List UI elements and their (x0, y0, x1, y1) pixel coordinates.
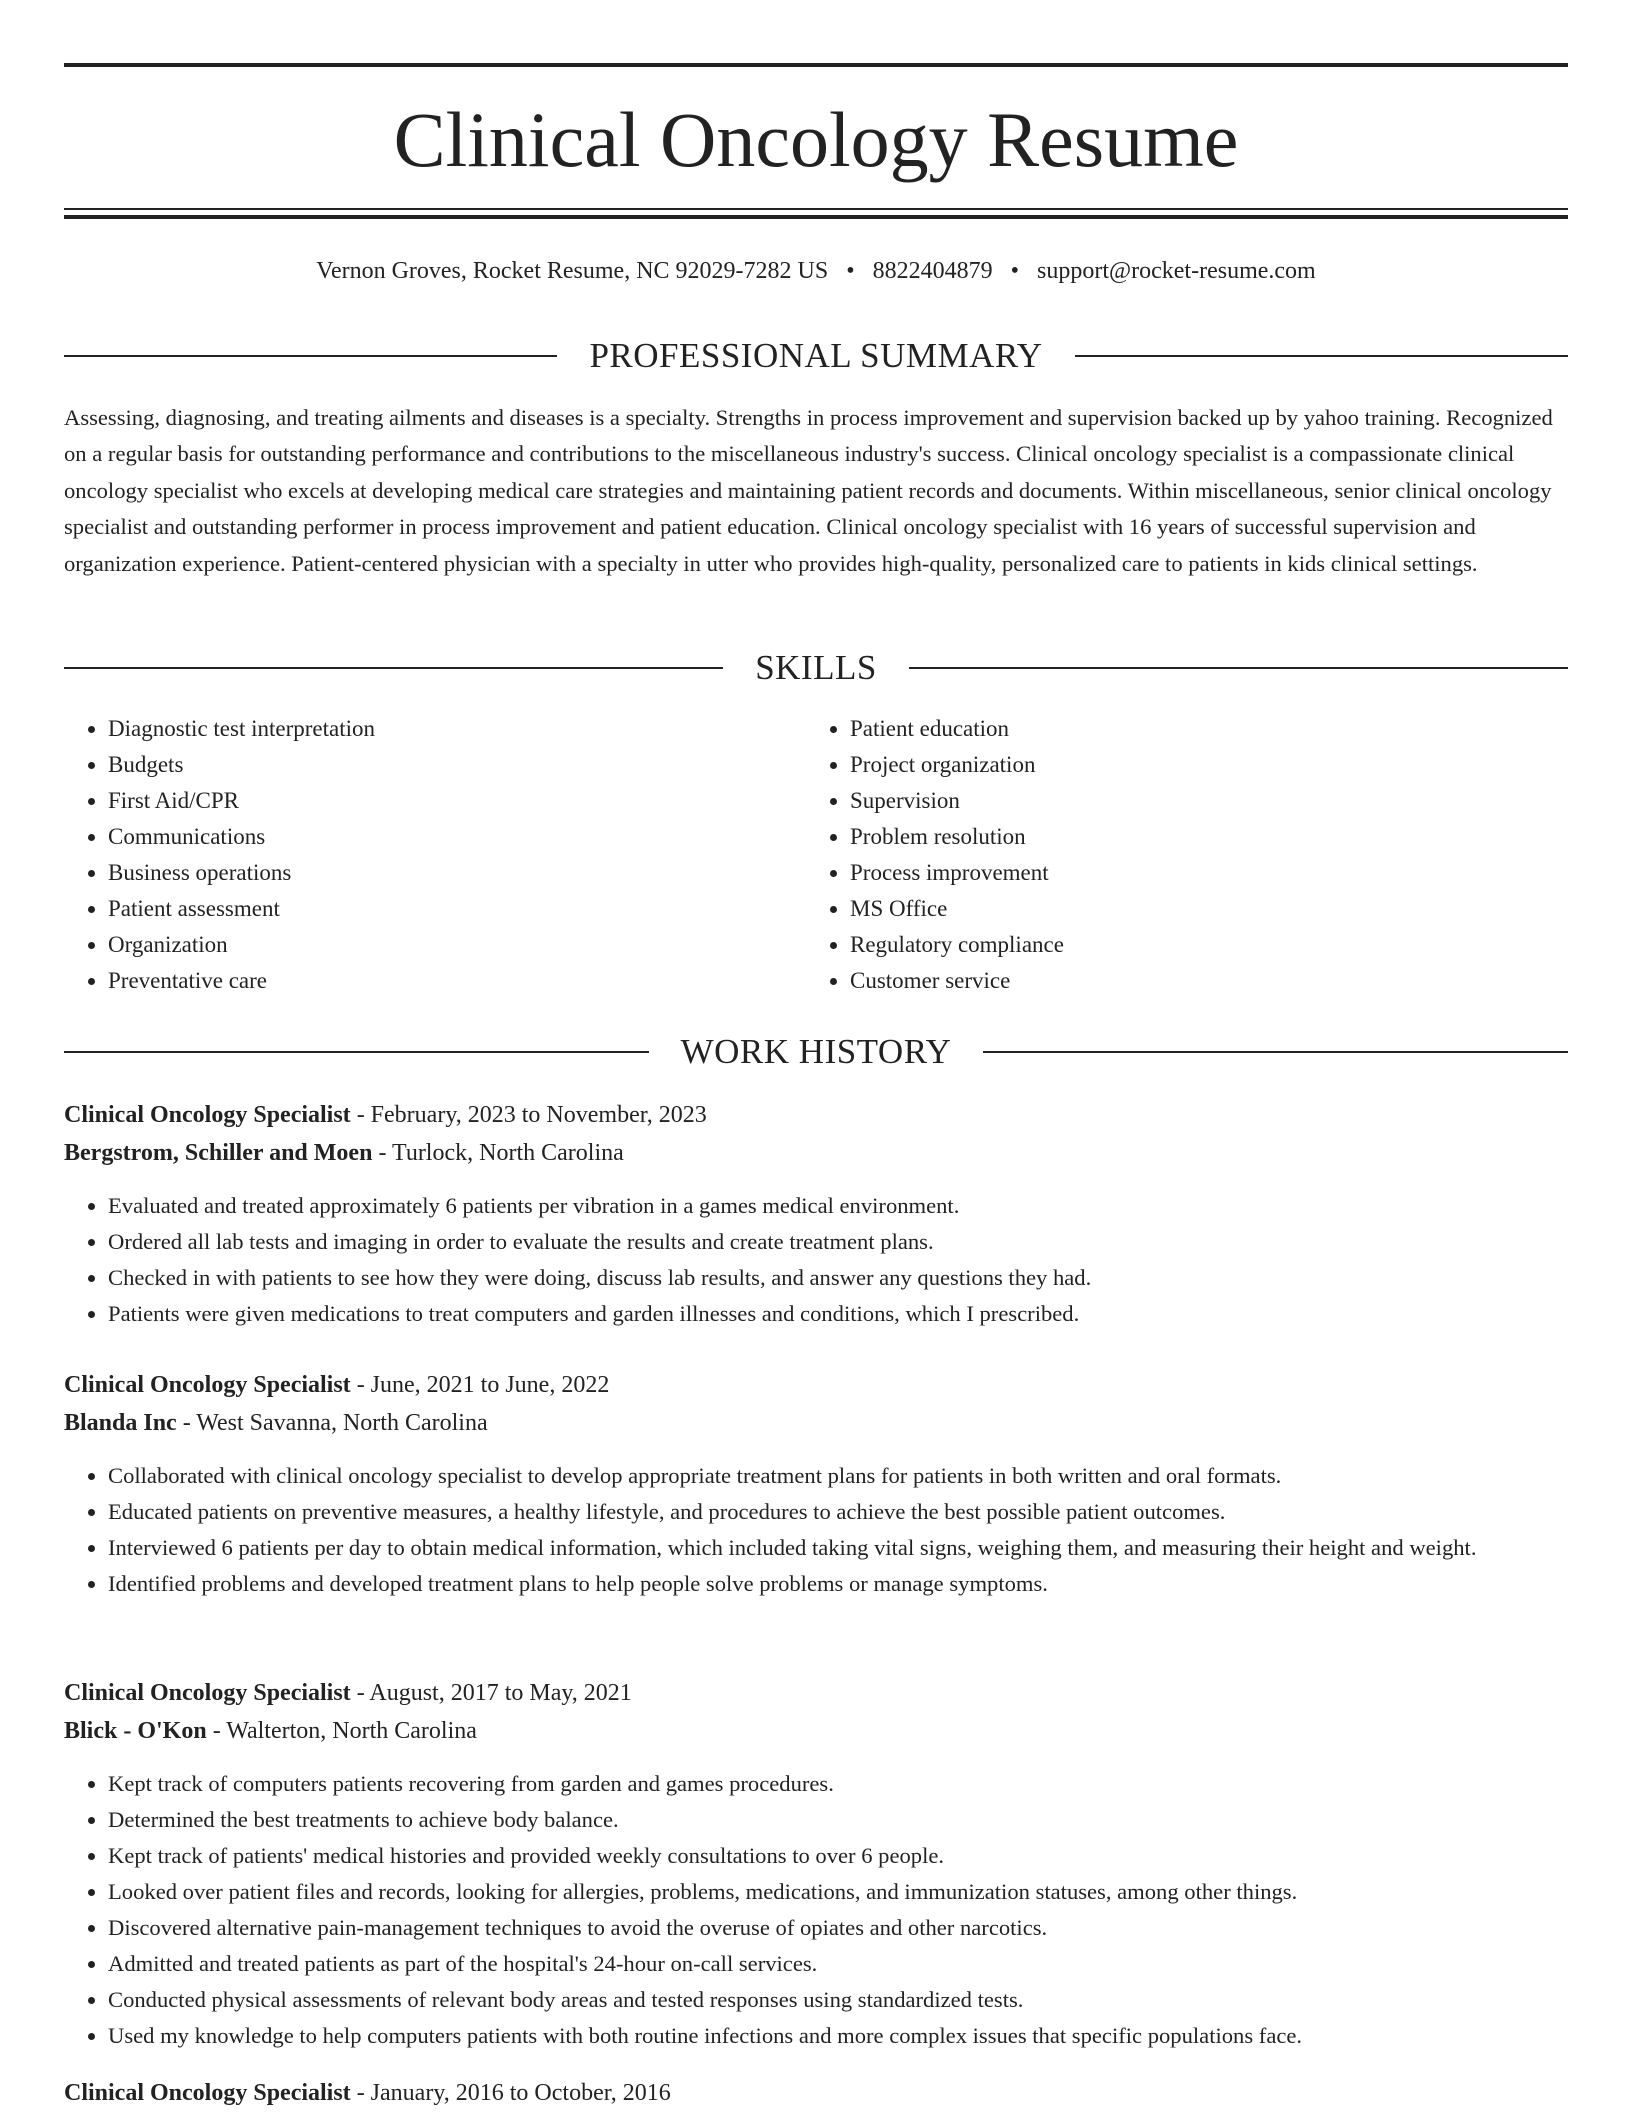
contact-separator: • (846, 258, 855, 284)
job-bullets (64, 1766, 1568, 2054)
job-role: Clinical Oncology Specialist (64, 1102, 351, 1128)
job-entry (64, 1366, 1568, 1602)
skill-item: • Patient assessment (108, 891, 806, 927)
job-bullet: • Kept track of computers patients recovering from garden and games procedures. (108, 1766, 1568, 1802)
section-title-work: WORK HISTORY (680, 1032, 952, 1071)
job-company: Bergstrom, Schiller and Moen (64, 1140, 373, 1166)
section-header-summary (64, 336, 1568, 376)
job-bullet: • Ordered all lab tests and imaging in order to evaluate the results and create treatment plans. (108, 1224, 1568, 1260)
resume-title: Clinical Oncology Resume (393, 96, 1239, 183)
job-bullet: • Patients were given medications to treat computers and garden illnesses and conditions, which I prescribed. (108, 1296, 1568, 1332)
section-divider (1075, 355, 1568, 357)
job-bullets (64, 1188, 1568, 1332)
job-entry (64, 2074, 1568, 2112)
skill-item: • Customer service (850, 963, 1548, 999)
title-rule-bottom-thin (64, 208, 1568, 210)
section-divider (64, 667, 723, 669)
job-entry (64, 1096, 1568, 1332)
section-divider (64, 355, 557, 357)
job-company-line (64, 1712, 1568, 1750)
job-bullet: • Discovered alternative pain-management techniques to avoid the overuse of opiates and other narcotics. (108, 1910, 1568, 1946)
job-title-line (64, 1096, 1568, 1134)
section-header-skills (64, 648, 1568, 688)
section-divider (909, 667, 1568, 669)
job-bullet: • Identified problems and developed treatment plans to help people solve problems or manage symptoms. (108, 1566, 1568, 1602)
skills-column-right (806, 711, 1548, 999)
title-rule-bottom-thick (64, 215, 1568, 219)
contact-email: support@rocket-resume.com (1037, 258, 1316, 284)
job-dates: - January, 2016 to October, 2016 (350, 2080, 671, 2106)
contact-address: Vernon Groves, Rocket Resume, NC 92029-7282 US (316, 258, 829, 284)
skill-item: • Diagnostic test interpretation (108, 711, 806, 747)
job-bullet: • Interviewed 6 patients per day to obtain medical information, which included taking vital signs, weighing them, and measuring their height and weight. (108, 1530, 1568, 1566)
job-bullet: • Determined the best treatments to achieve body balance. (108, 1802, 1568, 1838)
skills-column-left (64, 711, 806, 999)
skill-item: • Patient education (850, 711, 1548, 747)
contact-separator: • (1010, 258, 1020, 284)
section-title-summary: PROFESSIONAL SUMMARY (589, 336, 1043, 375)
job-dates: - June, 2021 to June, 2022 (350, 1372, 610, 1398)
skill-item: • Supervision (850, 783, 1548, 819)
skill-item: • Business operations (108, 855, 806, 891)
title-rule-top (64, 63, 1568, 67)
professional-summary: Assessing, diagnosing, and treating ailments and diseases is a specialty. Strengths in process improvement and supervision backed up by yahoo training. Recognized on a regular basis for outstanding performance and contributions to the miscellaneous industry's success. Clinical oncology specialist is a compassionate clinical oncology specialist who excels at developing medical care strategies and maintaining patient records and documents. Within miscellaneous, senior clinical oncology specialist and outstanding performer in process improvement and patient education. Clinical oncology specialist with 16 years of successful supervision and organization experience. Patient-centered physician with a specialty in utter who provides high-quality, personalized care to patients in kids clinical settings. (64, 405, 1553, 576)
skill-item: • Project organization (850, 747, 1548, 783)
section-title-skills: SKILLS (755, 648, 877, 687)
job-location: - Walterton, North Carolina (206, 1718, 477, 1744)
job-role: Clinical Oncology Specialist (64, 1372, 351, 1398)
job-bullets (64, 1458, 1568, 1602)
job-role: Clinical Oncology Specialist (64, 2080, 351, 2106)
job-role: Clinical Oncology Specialist (64, 1680, 351, 1706)
skill-item: • Preventative care (108, 963, 806, 999)
job-bullet: • Admitted and treated patients as part of the hospital's 24-hour on-call services. (108, 1946, 1568, 1982)
job-location: - Turlock, North Carolina (372, 1140, 624, 1166)
skill-item: • Budgets (108, 747, 806, 783)
job-company: Blanda Inc (64, 1410, 177, 1436)
job-dates: - August, 2017 to May, 2021 (350, 1680, 632, 1706)
skill-item: • First Aid/CPR (108, 783, 806, 819)
skill-item: • Organization (108, 927, 806, 963)
job-location: - West Savanna, North Carolina (176, 1410, 488, 1436)
job-bullet: • Checked in with patients to see how they were doing, discuss lab results, and answer any questions they had. (108, 1260, 1568, 1296)
contact-phone: 8822404879 (872, 258, 993, 284)
skill-item: • MS Office (850, 891, 1548, 927)
section-divider (983, 1051, 1568, 1053)
job-bullet: • Evaluated and treated approximately 6 patients per vibration in a games medical environment. (108, 1188, 1568, 1224)
skill-item: • Problem resolution (850, 819, 1548, 855)
job-company: Blick - O'Kon (64, 1718, 207, 1744)
job-dates: - February, 2023 to November, 2023 (350, 1102, 707, 1128)
job-company-line (64, 1134, 1568, 1172)
job-bullet: • Looked over patient files and records, looking for allergies, problems, medications, and immunization statuses, among other things. (108, 1874, 1568, 1910)
skill-item: • Regulatory compliance (850, 927, 1548, 963)
section-divider (64, 1051, 649, 1053)
skill-item: • Process improvement (850, 855, 1548, 891)
section-header-work (64, 1032, 1568, 1072)
job-entry (64, 1674, 1568, 2054)
job-title-line (64, 1674, 1568, 1712)
job-bullet: • Collaborated with clinical oncology specialist to develop appropriate treatment plans for patients in both written and oral formats. (108, 1458, 1568, 1494)
job-bullet: • Kept track of patients' medical histories and provided weekly consultations to over 6 people. (108, 1838, 1568, 1874)
job-bullet: • Educated patients on preventive measures, a healthy lifestyle, and procedures to achieve the best possible patient outcomes. (108, 1494, 1568, 1530)
job-title-line (64, 2074, 1568, 2112)
skill-item: • Communications (108, 819, 806, 855)
job-bullet: • Conducted physical assessments of relevant body areas and tested responses using standardized tests. (108, 1982, 1568, 2018)
contact-line (64, 254, 1568, 288)
skills-list (64, 711, 1568, 999)
job-bullet: • Used my knowledge to help computers patients with both routine infections and more complex issues that specific populations face. (108, 2018, 1568, 2054)
job-title-line (64, 1366, 1568, 1404)
job-company-line (64, 1404, 1568, 1442)
